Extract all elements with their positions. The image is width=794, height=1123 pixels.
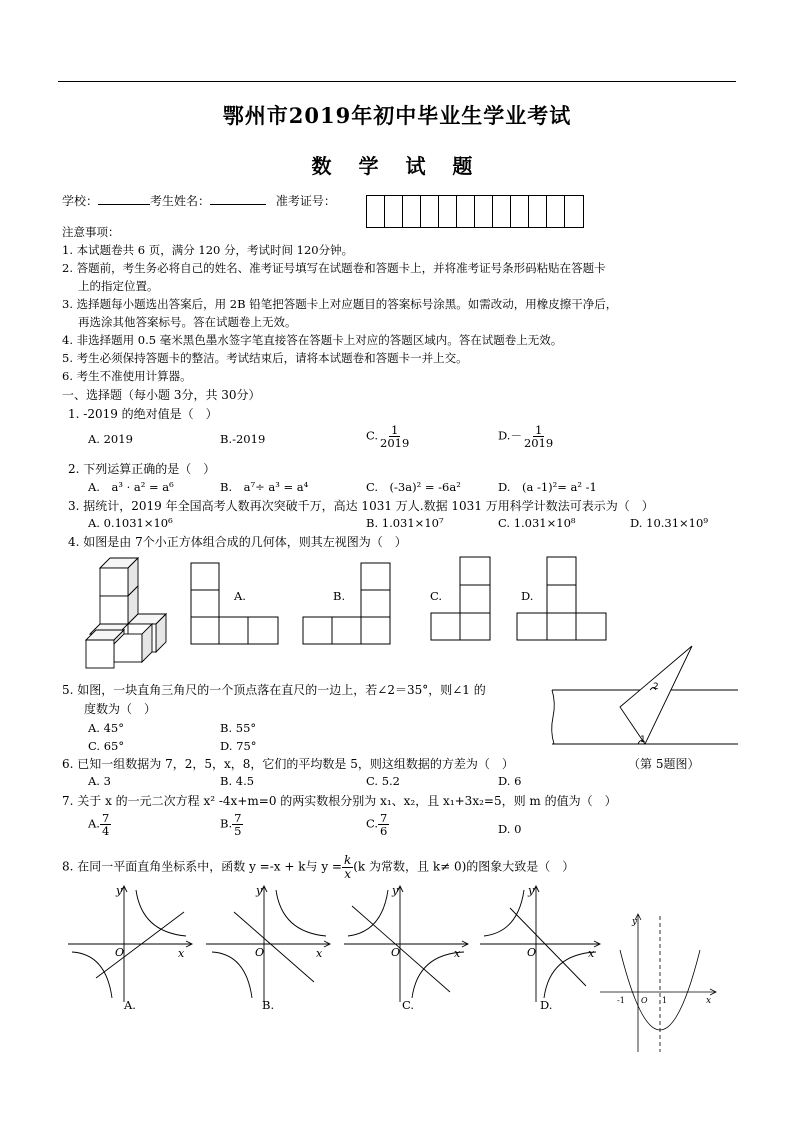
q5-stem-continued: 度数为（ ）: [84, 702, 157, 716]
q5-option-c: C. 65°: [88, 739, 125, 753]
q8-c-x-label: x: [454, 947, 461, 960]
q4-cube-figure: [80, 556, 170, 672]
exam-number-cell: [403, 196, 421, 227]
fraction-denominator: 4: [101, 824, 110, 839]
q7-option-a: [88, 812, 111, 837]
q8-option-a-label: A.: [124, 998, 136, 1012]
q7-option-d: D. 0: [498, 822, 522, 836]
q2-option-a: A. a³ · a² = a⁶: [88, 480, 174, 494]
parabola-y-label: y: [632, 917, 638, 927]
q4-option-b-label: B.: [333, 589, 346, 603]
q8-b-y-label: y: [256, 884, 263, 897]
q4-option-c-label: C.: [430, 589, 443, 603]
q8-stem: [62, 854, 574, 880]
q1-option-c: [366, 424, 411, 449]
fraction-numerator: 1: [534, 423, 543, 437]
q4-option-a-figure: [190, 562, 280, 646]
q8-option-c-label: C.: [402, 998, 415, 1012]
notice-item: 再选涂其他答案标号。答在试题卷上无效。: [78, 315, 297, 329]
q1-stem: 1. -2019 的绝对值是（ ）: [68, 407, 218, 421]
fraction-denominator: 6: [380, 824, 388, 839]
q5-option-a: A. 45°: [88, 721, 124, 735]
fraction-numerator: k: [343, 853, 352, 867]
q3-option-c: C. 1.031×10⁸: [498, 516, 576, 530]
fraction-denominator: 5: [234, 824, 242, 839]
q5-figure-caption: （第 5题图）: [628, 757, 700, 771]
q8-c-origin-label: O: [391, 946, 401, 959]
notice-item: 4. 非选择题用 0.5 毫米黑色墨水签字笔直接答在答题卡上对应的答题区域内。答在试题卷上无效。: [62, 333, 563, 347]
q8-a-x-label: x: [178, 947, 185, 960]
exam-number-cell: [547, 196, 565, 227]
section-heading: 一、选择题（每小题 3分，共 30分）: [62, 388, 261, 402]
fraction-numerator: 7: [101, 811, 110, 825]
angle-2-label: 2: [653, 682, 659, 692]
q8-b-x-label: x: [316, 947, 323, 960]
fraction-denominator: 2019: [523, 436, 554, 451]
q4-stem: 4. 如图是由 7个小正方体组合成的几何体，则其左视图为（ ）: [68, 535, 407, 549]
page-subtitle: 数 学 试 题: [311, 154, 483, 178]
q3-option-b: B. 1.031×10⁷: [366, 516, 444, 530]
exam-number-cell: [421, 196, 439, 227]
q5-stem: 5. 如图，一块直角三角尺的一个顶点落在直尺的一边上，若∠2＝35°，则∠1 的: [62, 683, 486, 697]
school-label: 学校：: [62, 194, 99, 208]
q6-stem: 6. 已知一组数据为 7，2，5，x，8，它们的平均数是 5，则这组数据的方差为（ ）: [62, 757, 514, 771]
q7-option-c-prefix: C.: [366, 816, 379, 831]
exam-number-cell: [565, 196, 583, 227]
fraction-numerator: 1: [391, 423, 399, 437]
exam-no-label: 准考证号：: [275, 194, 336, 208]
q1-option-d: [498, 424, 555, 449]
q7-option-b-prefix: B.: [220, 816, 233, 831]
q6-option-a: A. 3: [88, 774, 111, 788]
q8-option-b-label: B.: [262, 998, 275, 1012]
q8-option-d-label: D.: [540, 998, 553, 1012]
q6-option-d: D. 6: [498, 774, 522, 788]
page-title: 鄂州市2019年初中毕业生学业考试: [222, 103, 572, 128]
angle-1-label: 1: [640, 735, 646, 745]
fraction-numerator: 7: [380, 811, 388, 825]
q1-option-d-prefix: D.－: [498, 428, 522, 443]
exam-number-cell: [529, 196, 547, 227]
q8-a-y-label: y: [116, 884, 123, 897]
notice-item: 6. 考生不准使用计算器。: [62, 369, 192, 383]
notice-item: 2. 答题前，考生务必将自己的姓名、准考证号填写在试题卷和答题卡上，并将准考证号条形码粘贴在答题卡: [62, 261, 606, 275]
q8-d-x-label: x: [588, 947, 595, 960]
q8-graph-c: [342, 882, 472, 1006]
q8-graph-a: [66, 882, 196, 1006]
q1-option-b: B.-2019: [220, 432, 266, 446]
q8-stem-fraction: [342, 854, 353, 880]
parabola-figure: [598, 910, 720, 1056]
exam-number-cell: [457, 196, 475, 227]
q7-option-b: [220, 812, 243, 837]
q1-option-a: A. 2019: [88, 432, 133, 446]
notice-item: 1. 本试题卷共 6 页，满分 120 分，考试时间 120分钟。: [62, 243, 354, 257]
top-rule: [58, 81, 736, 82]
exam-number-cell: [385, 196, 403, 227]
notice-item: 5. 考生必须保持答题卡的整洁。考试结束后，请将本试题卷和答题卡一并上交。: [62, 351, 468, 365]
notice-heading: 注意事项：: [62, 225, 120, 239]
q2-option-d: D. (a -1)²= a² -1: [498, 480, 597, 494]
q3-stem: 3. 据统计，2019 年全国高考人数再次突破千万，高达 1031 万人.数据 1031 万用科学计数法可表示为（ ）: [68, 499, 654, 513]
q7-option-b-fraction: [232, 812, 243, 837]
notice-item: 3. 选择题每小题选出答案后，用 2B 铅笔把答题卡上对应题目的答案标号涂黑。如需改动，用橡皮擦干净后，: [62, 297, 618, 311]
exam-number-cell: [439, 196, 457, 227]
notice-item: 上的指定位置。: [78, 279, 159, 293]
school-blank: [98, 192, 150, 205]
q1-option-c-prefix: C.: [366, 428, 379, 443]
q8-stem-post: (k 为常数，且 k≠ 0)的图象大致是（ ）: [353, 859, 575, 874]
q5-option-b: B. 55°: [220, 721, 257, 735]
q3-option-a: A. 0.1031×10⁶: [88, 516, 173, 530]
parabola-tick-neg1: -1: [617, 996, 625, 1005]
q1-option-c-fraction: [378, 424, 411, 449]
q7-option-a-fraction: [100, 812, 111, 837]
exam-number-boxes: [366, 195, 584, 228]
q2-stem: 2. 下列运算正确的是（ ）: [68, 462, 216, 476]
name-label: 考生姓名：: [150, 194, 211, 208]
q8-stem-pre: 8. 在同一平面直角坐标系中，函数 y =-x + k与 y =: [62, 859, 342, 874]
q6-option-c: C. 5.2: [366, 774, 400, 788]
q4-option-d-label: D.: [521, 589, 534, 603]
q6-option-b: B. 4.5: [220, 774, 255, 788]
q8-d-origin-label: O: [527, 946, 537, 959]
fraction-denominator: x: [344, 866, 351, 881]
name-blank: [210, 192, 266, 205]
q8-graph-d: [478, 882, 608, 1006]
q7-option-c-fraction: [378, 812, 389, 837]
student-info-line: [62, 192, 336, 209]
q5-option-d: D. 75°: [220, 739, 257, 753]
q7-stem: 7. 关于 x 的一元二次方程 x² -4x+m=0 的两实数根分别为 x₁、x₂，且 x₁+3x₂=5，则 m 的值为（ ）: [62, 794, 617, 808]
parabola-origin-label: O: [641, 996, 648, 1005]
q8-a-origin-label: O: [115, 946, 125, 959]
q2-option-c: C. (-3a)² = -6a²: [366, 480, 461, 494]
q2-option-b: B. a⁷÷ a³ = a⁴: [220, 480, 309, 494]
q7-option-c: [366, 812, 389, 837]
q3-option-d: D. 10.31×10⁹: [630, 516, 708, 530]
exam-number-cell: [367, 196, 385, 227]
q8-graph-b: [204, 882, 334, 1006]
q8-b-origin-label: O: [255, 946, 265, 959]
q4-option-a-label: A.: [234, 589, 246, 603]
fraction-denominator: 2019: [380, 436, 410, 451]
exam-number-cell: [493, 196, 511, 227]
parabola-tick-1: 1: [662, 996, 668, 1005]
exam-number-cell: [475, 196, 493, 227]
q8-c-y-label: y: [392, 884, 399, 897]
q4-option-b-figure: [302, 562, 392, 646]
q8-d-y-label: y: [528, 884, 535, 897]
q1-option-d-fraction: [522, 424, 555, 449]
fraction-numerator: 7: [234, 811, 242, 825]
q7-option-a-prefix: A.: [88, 816, 100, 831]
parabola-x-label: x: [706, 996, 712, 1006]
exam-number-cell: [511, 196, 529, 227]
q5-ruler-triangle-figure: [552, 643, 738, 749]
